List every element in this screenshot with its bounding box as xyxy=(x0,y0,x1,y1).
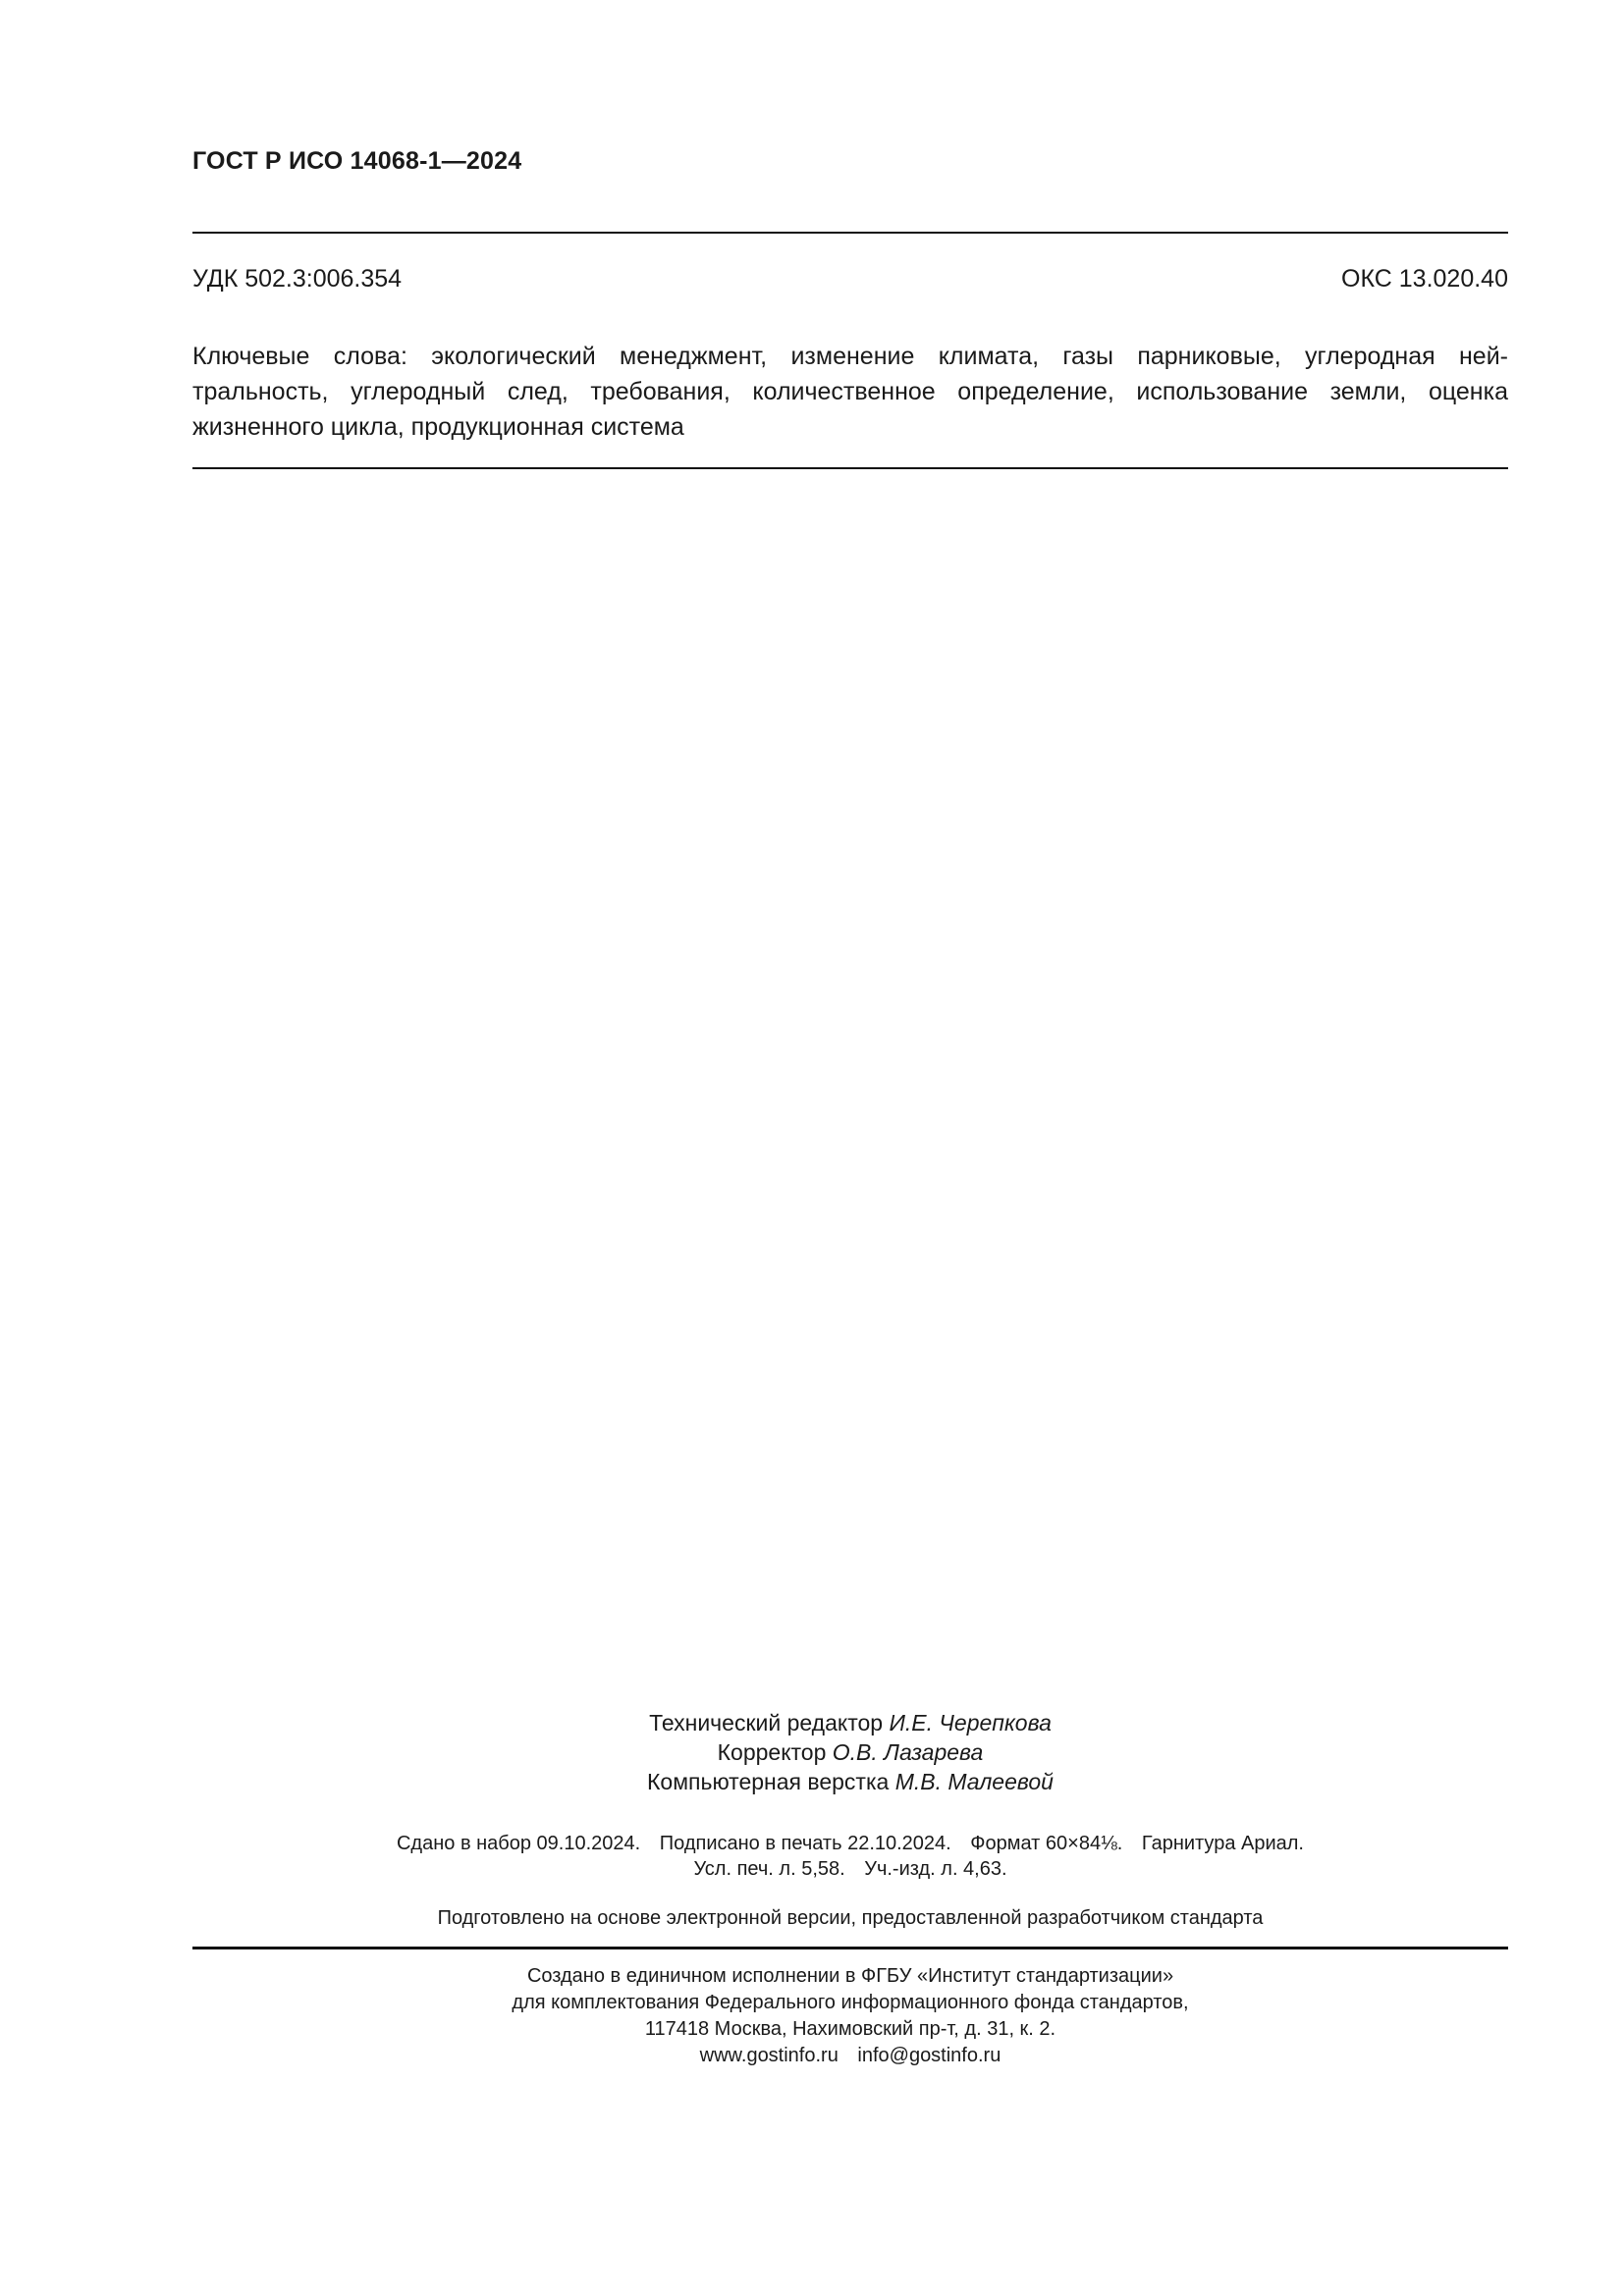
typeface: Гарнитура Ариал. xyxy=(1141,1833,1304,1854)
print-details xyxy=(192,1831,1508,1882)
print-details-line-2 xyxy=(192,1856,1508,1882)
editorial-credits xyxy=(192,1708,1508,1796)
print-sheets: Усл. печ. л. 5,58. xyxy=(693,1858,845,1880)
email-link[interactable]: info@gostinfo.ru xyxy=(857,2045,1001,2066)
signed-date: Подписано в печать 22.10.2024. xyxy=(659,1833,951,1854)
oks-code: ОКС 13.020.40 xyxy=(1341,265,1508,293)
submitted-date: Сдано в набор 09.10.2024. xyxy=(396,1833,641,1854)
keywords-paragraph xyxy=(192,339,1508,445)
credit-line-technical-editor xyxy=(192,1708,1508,1737)
prepared-note: Подготовлено на основе электронной версии, предоставленной разработчиком стандарта xyxy=(437,1907,1264,1929)
print-details-line-1 xyxy=(192,1831,1508,1856)
keywords-line: тральность, углеродный след, требования, количественное определение, использование земли, оценка xyxy=(192,378,1508,405)
standard-id-heading: ГОСТ Р ИСО 14068-1—2024 xyxy=(192,147,522,175)
paper-format: Формат 60×84⅛. xyxy=(970,1833,1123,1854)
publisher-contacts xyxy=(192,2043,1508,2069)
credit-role: Технический редактор xyxy=(649,1710,884,1735)
keywords-line: Ключевые слова: экологический менеджмент, изменение климата, газы парниковые, углеродная ней- xyxy=(192,343,1508,370)
credit-name: И.Е. Черепкова xyxy=(889,1710,1052,1735)
keywords-line: жизненного цикла, продукционная система xyxy=(192,413,684,441)
credit-line-layout xyxy=(192,1767,1508,1796)
publisher-line-2: для комплектования Федерального информационного фонда стандартов, xyxy=(512,1992,1189,2013)
publisher-info xyxy=(192,1963,1508,2069)
udk-code: УДК 502.3:006.354 xyxy=(192,265,403,293)
publisher-sheets: Уч.-изд. л. 4,63. xyxy=(864,1858,1007,1880)
credit-line-proofreader xyxy=(192,1737,1508,1767)
publisher-address: 117418 Москва, Нахимовский пр-т, д. 31, к. 2. xyxy=(644,2018,1056,2040)
header-divider xyxy=(192,232,1508,234)
website-link[interactable]: www.gostinfo.ru xyxy=(699,2045,839,2066)
keywords-divider xyxy=(192,467,1508,469)
classification-row xyxy=(192,265,1508,294)
publisher-line-1: Создано в единичном исполнении в ФГБУ «Институт стандартизации» xyxy=(526,1965,1174,1987)
credit-role: Компьютерная верстка xyxy=(647,1769,890,1794)
credit-name: М.В. Малеевой xyxy=(894,1769,1054,1794)
footer-divider xyxy=(192,1947,1508,1949)
credit-role: Корректор xyxy=(717,1739,827,1765)
credit-name: О.В. Лазарева xyxy=(832,1739,984,1765)
